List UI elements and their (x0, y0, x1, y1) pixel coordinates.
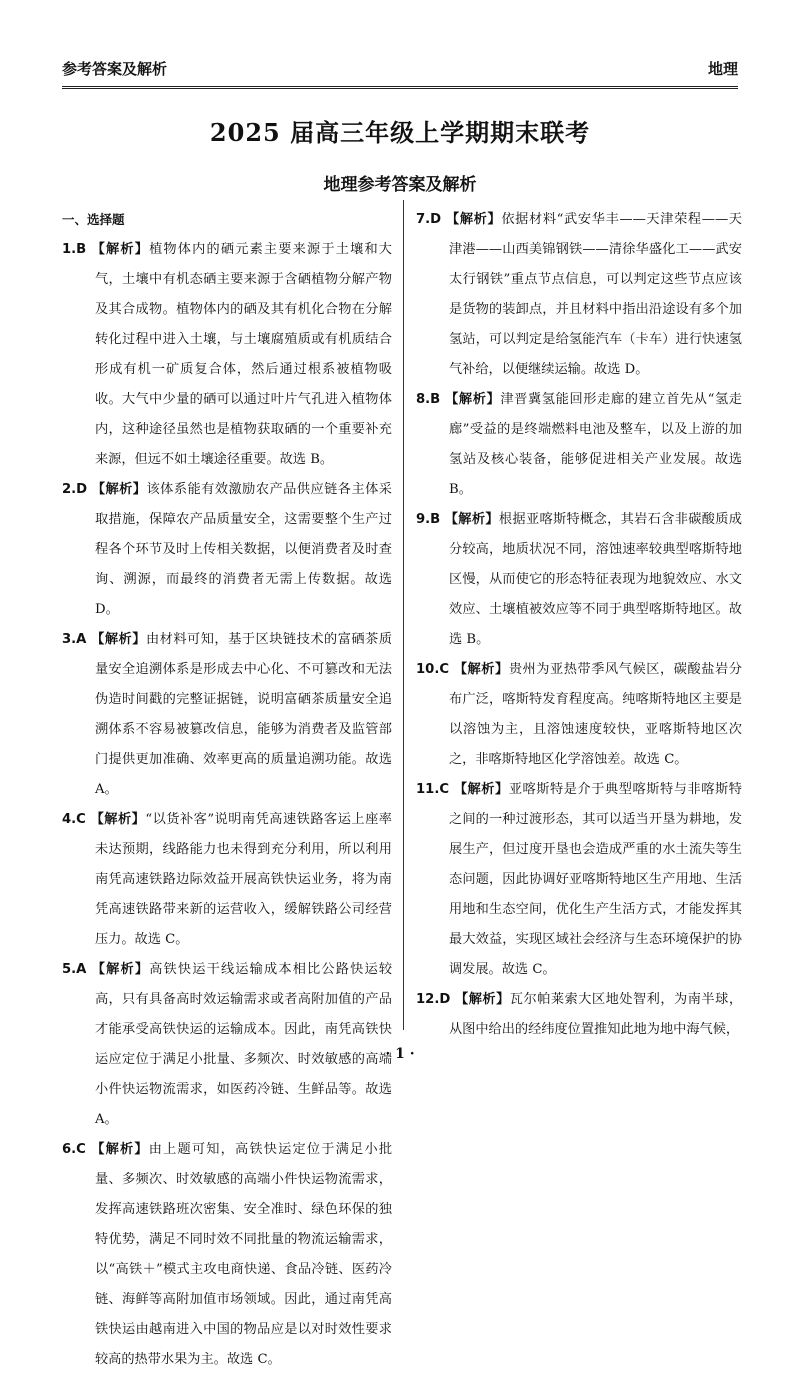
answer-text: 高铁快运干线运输成本相比公路快运较高，只有具备高时效运输需求或者高附加值的产品才能承受高铁快运的运输成本。因此，南凭高铁快运应定位于满足小批量、多频次、时效敏感的高端小件快运物流需求，如医药冷链、生鲜品等。故选 A。 (95, 962, 393, 1127)
analysis-tag: 【解析】 (444, 512, 499, 527)
answer-number: 6.C (62, 1142, 86, 1157)
page-header (62, 50, 738, 89)
page-number: · 1 · (385, 1046, 415, 1062)
answer-item (62, 235, 392, 475)
answer-item (62, 955, 392, 1135)
answer-number: 8.B (416, 392, 441, 407)
answer-text: 津晋冀氢能回形走廊的建立首先从“氢走廊”受益的是终端燃料电池及整车，以及上游的加氢站及核心装备，能够促进相关产业发展。故选 B。 (449, 392, 742, 497)
answer-text: 瓦尔帕莱索大区地处智利，为南半球，从图中给出的经纬度位置推知此地为地中海气候， (449, 992, 743, 1037)
answer-number: 11.C (416, 782, 450, 797)
answer-text: 亚喀斯特是介于典型喀斯特与非喀斯特之间的一种过渡形态，其可以适当开垦为耕地，发展生产，但过度开垦也会造成严重的水土流失等生态问题，因此协调好亚喀斯特地区生产用地、生活用地和生态空间，优化生产生活方式，才能发挥其最大效益，实现区域社会经济与生态环境保护的协调发展。故选 C。 (449, 782, 742, 977)
analysis-tag: 【解析】 (455, 992, 510, 1007)
analysis-tag: 【解析】 (91, 482, 147, 497)
answer-item (416, 385, 742, 505)
answer-item (62, 475, 392, 625)
analysis-tag: 【解析】 (90, 812, 146, 827)
answer-number: 10.C (416, 662, 450, 677)
answer-text: 植物体内的硒元素主要来源于土壤和大气，土壤中有机态硒主要来源于含硒植物分解产物及其合成物。植物体内的硒及其有机化合物在分解转化过程中进入土壤，与土壤腐殖质或有机质结合形成有机一矿质复合体，然后通过根系被植物吸收。大气中少量的硒可以通过叶片气孔进入植物体内，这种途径虽然也是植物获取硒的一个重要补充来源，但远不如土壤途径重要。故选 B。 (95, 242, 392, 467)
answer-item (416, 205, 742, 385)
answer-item (62, 625, 392, 805)
left-column (62, 205, 392, 1375)
answer-item (416, 775, 742, 985)
exam-subtitle: 地理参考答案及解析 (323, 175, 477, 195)
answer-number: 4.C (62, 812, 86, 827)
answer-text: 该体系能有效激励农产品供应链各主体采取措施，保障农产品质量安全，这需要整个生产过程各个环节及时上传相关数据，以便消费者及时查询、溯源，而最终的消费者无需上传数据。故选 D。 (95, 482, 392, 617)
answer-number: 1.B (62, 242, 87, 257)
exam-title: 2025 届高三年级上学期期末联考 (209, 118, 591, 147)
header-left-label: 参考答案及解析 (62, 60, 168, 78)
analysis-tag: 【解析】 (453, 662, 509, 677)
answer-number: 9.B (416, 512, 441, 527)
column-divider (403, 200, 404, 1030)
answer-item (62, 805, 392, 955)
analysis-tag: 【解析】 (453, 782, 509, 797)
header-subject-label: 地理 (707, 60, 738, 78)
answer-text: 依据材料“武安华丰——天津荣程——天津港——山西美锦钢铁——清徐华盛化工——武安太行钢铁”重点节点信息，可以判定这些节点应该是货物的装卸点，并且材料中指出沿途设有多个加氢站，可以判定是给氢能汽车（卡车）进行快速氢气补给，以便继续运输。故选 D。 (449, 212, 742, 377)
analysis-tag: 【解析】 (91, 962, 150, 977)
answer-text: 由材料可知，基于区块链技术的富硒茶质量安全追溯体系是形成去中心化、不可篡改和无法伪造时间戳的完整证据链，说明富硒茶质量安全追溯体系不容易被篡改信息，能够为消费者及监管部门提供更加准确、效率更高的质量追溯功能。故选 A。 (95, 632, 393, 797)
answer-number: 3.A (62, 632, 87, 647)
answer-text: “以货补客”说明南凭高速铁路客运上座率未达预期，线路能力也未得到充分利用，所以利用南凭高速铁路边际效益开展高铁快运业务，将为南凭高速铁路带来新的运营收入，缓解铁路公司经营压力。故选 C。 (95, 812, 392, 947)
answer-number: 5.A (62, 962, 87, 977)
analysis-tag: 【解析】 (445, 212, 502, 227)
analysis-tag: 【解析】 (445, 392, 501, 407)
analysis-tag: 【解析】 (91, 1142, 149, 1157)
answer-item (416, 505, 742, 655)
answer-number: 12.D (416, 992, 451, 1007)
answer-text: 贵州为亚热带季风气候区，碳酸盐岩分布广泛，喀斯特发育程度高。纯喀斯特地区主要是以溶蚀为主，且溶蚀速度较快，亚喀斯特地区次之，非喀斯特地区化学溶蚀差。故选 C。 (449, 662, 742, 767)
answer-item (62, 1135, 392, 1375)
answer-item (416, 985, 742, 1045)
right-column (416, 205, 742, 1045)
section-heading: 一、选择题 (62, 212, 125, 227)
answer-number: 2.D (62, 482, 88, 497)
answer-text: 根据亚喀斯特概念，其岩石含非碳酸质成分较高，地质状况不同，溶蚀速率较典型喀斯特地区慢，从而使它的形态特征表现为地貌效应、水文效应、土壤植被效应等不同于典型喀斯特地区。故选 B。 (449, 512, 742, 647)
answer-number: 7.D (416, 212, 442, 227)
analysis-tag: 【解析】 (91, 632, 146, 647)
analysis-tag: 【解析】 (91, 242, 150, 257)
answer-text: 由上题可知，高铁快运定位于满足小批量、多频次、时效敏感的高端小件快运物流需求，发挥高速铁路班次密集、安全准时、绿色环保的独特优势，满足不同时效不同批量的物流运输需求，以“高铁＋”模式主攻电商快递、食品冷链、医药冷链、海鲜等高附加值市场领域。因此，通过南凭高铁快运由越南进入中国的物品应是以对时效性要求较高的热带水果为主。故选 C。 (95, 1142, 393, 1367)
answer-item (416, 655, 742, 775)
